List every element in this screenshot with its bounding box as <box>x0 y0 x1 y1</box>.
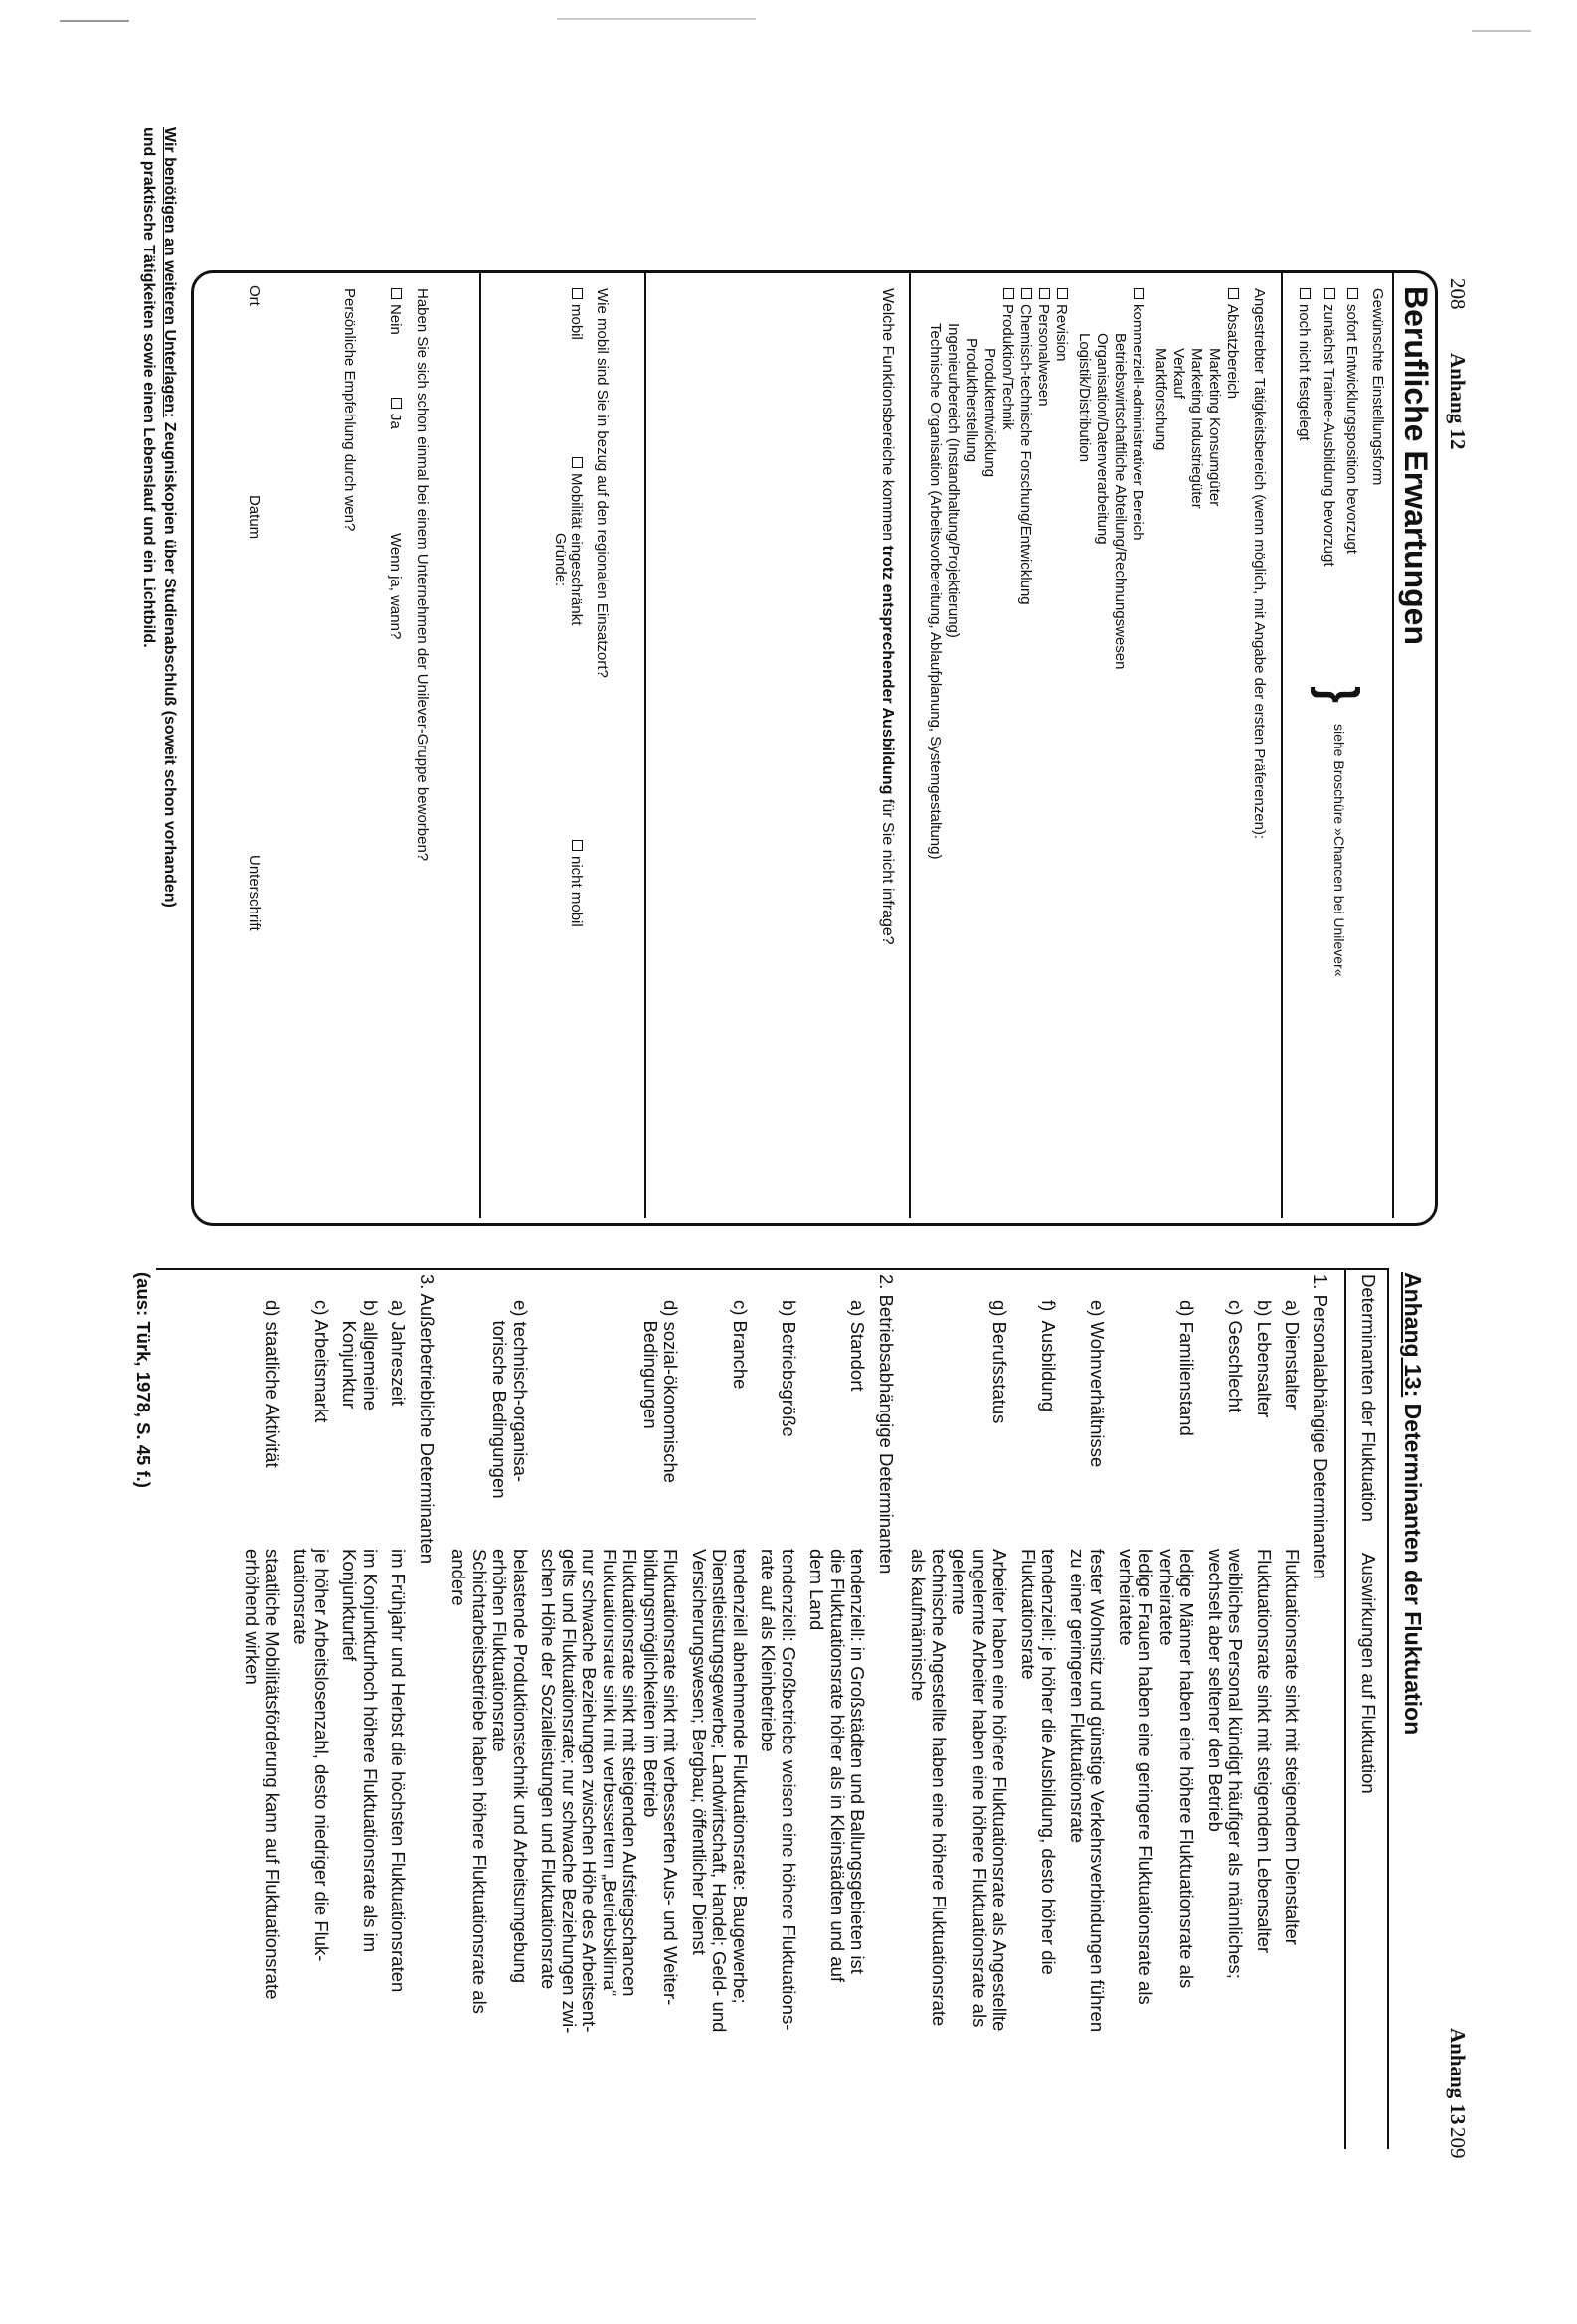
effect-line: belastende Produktionstechnik und Arbeitsumgebung <box>510 1549 531 1984</box>
checkbox[interactable] <box>1228 288 1239 299</box>
determinant-label: c) Geschlecht <box>1225 1300 1247 1413</box>
determinant-label: d) sozial-ökonomische Bedingungen <box>640 1300 682 1484</box>
effect-line: andere <box>448 1549 470 1606</box>
effect-cell <box>290 1549 331 1961</box>
option-sofort[interactable]: sofort Entwicklungsposition bevorzugt <box>1342 288 1360 554</box>
checkbox[interactable] <box>1003 288 1014 299</box>
effect-cell <box>1116 1549 1197 2005</box>
effect-line: gelernte <box>949 1549 970 1615</box>
determinant-label: d) staatliche Aktivität <box>263 1300 283 1468</box>
effect-cell <box>758 1549 798 2030</box>
sub-item: Marktforschung <box>1152 348 1169 451</box>
option-trainee[interactable]: zunächst Trainee-Ausbildung bevorzugt <box>1319 288 1337 567</box>
determinant-label: b) Betriebsgröße <box>779 1300 799 1437</box>
effect-line: Schichtarbeitsbetriebe haben höhere Fluktuationsrate als <box>469 1549 490 2014</box>
page-title: Berufliche Erwartungen <box>1398 286 1434 645</box>
checkbox[interactable] <box>572 288 583 299</box>
referral-label: Persönliche Empfehlung durch wen? <box>341 288 358 532</box>
determinant-label: c) Arbeitsmarkt <box>311 1300 332 1423</box>
effect-line: Konjunkturtief <box>339 1549 361 1662</box>
effect-cell <box>806 1549 868 1982</box>
running-head-right: Anhang 13 <box>1446 2028 1470 2125</box>
determinant-label: e) Wohnverhältnisse <box>1087 1300 1109 1468</box>
effect-line: ledige Männer haben eine höhere Fluktuationsrate als <box>1176 1549 1198 1989</box>
sub-item: Verkauf <box>1170 348 1187 399</box>
checkbox[interactable] <box>572 840 583 851</box>
table-row <box>1282 1274 1303 2149</box>
signature-label: Unterschrift <box>246 855 263 931</box>
divider <box>1392 273 1394 1218</box>
table-row <box>806 1274 868 2149</box>
sub-item: Ingenieurbereich (Instandhaltung/Projektierung) <box>945 323 962 638</box>
effect-line: Fluktuationsrate sinkt mit verbessertem „Betriebsklima“ <box>600 1549 620 1997</box>
checkbox[interactable] <box>1300 288 1311 299</box>
effect-cell <box>388 1549 409 1992</box>
effect-line: verheiratete <box>1116 1549 1137 1646</box>
option-produktion[interactable]: Produktion/Technik <box>998 288 1016 430</box>
effect-line: dem Land <box>806 1549 828 1631</box>
table-row <box>1205 1274 1246 2149</box>
determinant-label: g) Berufsstatus <box>989 1300 1011 1424</box>
effect-cell <box>908 1549 1010 2031</box>
table-row <box>1018 1274 1059 2149</box>
effect-line: tuationsrate <box>290 1549 312 1645</box>
section-heading: 3. Außerbetriebliche Determinanten <box>417 1274 438 1565</box>
taetigkeit-heading: Angestrebter Tätigkeitsbereich (wenn möglich, mit Angabe der ersten Präferenzen): <box>1251 288 1268 840</box>
effect-line: nur schwache Beziehungen zwischen Höhe des Arbeitsent- <box>579 1549 601 2033</box>
date-label: Datum <box>246 495 263 540</box>
effect-cell <box>689 1549 751 2032</box>
sub-item: Produktherstellung <box>964 338 980 463</box>
effect-line: die Fluktuationsrate höher als in Kleinstädten und auf <box>827 1549 848 1983</box>
place-label: Ort <box>246 285 263 306</box>
section-heading: 1. Personalabhängige Determinanten <box>1311 1274 1331 1579</box>
effect-line: Versicherungswesen; Bergbau; öffentlicher Dienst <box>689 1549 710 1955</box>
effect-line: Fluktuationsrate sinkt mit steigenden Aufstiegschancen <box>619 1549 641 1997</box>
brace-note: siehe Broschüre »Chancen bei Unilever« <box>1331 724 1347 977</box>
effect-cell <box>1205 1549 1246 1979</box>
sub-item: Logistik/Distribution <box>1076 333 1093 463</box>
option-nein[interactable]: Nein <box>386 288 404 335</box>
effect-line: erhöhend wirken <box>242 1549 263 1685</box>
table-row <box>538 1274 681 2149</box>
effect-line: rate auf als Kleinbetriebe <box>758 1549 780 1752</box>
effect-line: Fluktuationsrate <box>1018 1549 1039 1680</box>
effect-cell <box>448 1549 530 2014</box>
option-absatz[interactable]: Absatzbereich <box>1223 288 1241 399</box>
effect-line: gelts und Fluktuationsrate; nur schwache Beziehungen zwi- <box>559 1549 580 2034</box>
option-personal[interactable]: Personalwesen <box>1034 288 1052 407</box>
sub-item: Marketing Konsumgüter <box>1206 348 1223 507</box>
divider <box>909 273 911 1218</box>
sub-item: Marketing Industriegüter <box>1188 348 1205 509</box>
sub-item: Organisation/Datenverarbeitung <box>1094 333 1111 545</box>
effect-cell <box>242 1549 282 2000</box>
source-citation: (aus: Türk, 1978, S. 45 f.) <box>133 1272 154 1488</box>
effect-line: Fluktuationsrate sinkt mit verbesserten Aus- und Weiter- <box>660 1549 682 2006</box>
option-offen[interactable]: noch nicht festgelegt <box>1295 288 1313 441</box>
effect-line: fester Wohnsitz und günstige Verkehrsverbindungen führen <box>1087 1549 1109 2033</box>
effect-cell <box>1067 1549 1108 2032</box>
footer-note: Wir benötigen an weiteren Unterlagen: Zeugniskopien über Studienabschluß (soweit schon vorhanden) und praktische Tätigkeiten sowie einen Lebenslauf und ein Lichtbild. <box>140 127 178 908</box>
table-row <box>1254 1274 1275 2149</box>
checkbox[interactable] <box>1324 288 1335 299</box>
effect-line: ledige Frauen haben eine geringere Fluktuationsrate als <box>1136 1549 1157 2005</box>
option-nicht-mobil[interactable]: nicht mobil <box>567 840 585 927</box>
divider <box>479 273 481 1218</box>
funktion-question: Welche Funktionsbereiche kommen trotz entsprechender Ausbildung für Sie nicht infrage? <box>879 288 896 945</box>
sub-item: Produktentwicklung <box>981 348 998 478</box>
checkbox[interactable] <box>572 457 583 468</box>
mobility-question: Wie mobil sind Sie in bezug auf den regionalen Einsatzort? <box>594 288 611 678</box>
effect-line: tendenziell: Großbetriebe weisen eine höhere Fluktuations- <box>779 1549 799 2031</box>
table-row <box>758 1274 798 2149</box>
determinant-label: e) technisch-organisa- torische Bedingungen <box>489 1300 531 1499</box>
determinants-table <box>242 1274 1342 2149</box>
running-head-left: Anhang 12 <box>1446 353 1470 450</box>
table-row <box>339 1274 380 2149</box>
effect-line: verheiratete <box>1156 1549 1177 1646</box>
brace-icon: } <box>1310 686 1369 703</box>
table-row <box>689 1274 751 2149</box>
effect-line: erhöhen Fluktuationsrate <box>489 1549 511 1752</box>
table-row <box>1116 1274 1197 2149</box>
effect-cell <box>1254 1549 1275 1953</box>
table-row <box>242 1274 282 2149</box>
reasons-label: Gründe: <box>552 533 569 587</box>
effect-line: wechselt aber seltener den Betrieb <box>1205 1549 1226 1832</box>
effect-line: tendenziell abnehmende Fluktuationsrate: Baugewerbe; <box>730 1549 751 2004</box>
determinant-label: a) Standort <box>847 1300 869 1392</box>
effect-cell <box>1018 1549 1059 1975</box>
determinant-label: b) allgemeine Konjunktur <box>339 1300 381 1411</box>
determinant-label: c) Branche <box>730 1300 751 1390</box>
checkbox[interactable] <box>1039 288 1050 299</box>
page-number-left: 208 <box>1446 278 1470 310</box>
determinant-label: b) Lebensalter <box>1254 1300 1275 1418</box>
option-eingeschraenkt[interactable]: Mobilität eingeschränkt <box>567 457 585 625</box>
effect-line: tendenziell: in Großstädten und Ballungsgebieten ist <box>847 1549 869 1974</box>
divider <box>644 273 646 1218</box>
table-left-rule <box>156 1268 1389 1270</box>
determinant-label: d) Familienstand <box>1176 1300 1198 1436</box>
application-question: Haben Sie sich schon einmal bei einem Unternehmen der Unilever-Gruppe beworben? <box>414 288 431 862</box>
effect-line: Dienstleistungsgewerbe; Landwirtschaft, Handel; Geld- und <box>709 1549 731 2033</box>
table-row <box>290 1274 331 2149</box>
page-number-right: 209 <box>1446 2127 1470 2159</box>
checkbox[interactable] <box>1057 288 1068 299</box>
section-heading: 2. Betriebsabhängige Determinanten <box>876 1274 897 1575</box>
effect-cell <box>339 1549 380 1952</box>
sub-item: Technische Organisation (Arbeitsvorbereitung, Ablaufplanung, Systemgestaltung) <box>927 323 944 860</box>
option-revision[interactable]: Revision <box>1052 288 1070 362</box>
effect-line: bildungsmöglichkeiten im Betrieb <box>640 1549 661 1818</box>
determinant-label: a) Dienstalter <box>1282 1300 1304 1411</box>
effect-line: Fluktuationsrate sinkt mit steigendem Dienstalter <box>1282 1549 1304 1945</box>
effect-line: zu einer geringeren Fluktuationsrate <box>1067 1549 1088 1844</box>
table-header-rule <box>1344 1268 1346 2149</box>
table-row <box>908 1274 1010 2149</box>
effect-line: im Konjunkturhoch höhere Fluktuationsrate als im <box>360 1549 381 1953</box>
when-label: Wenn ja, wann? <box>387 533 404 640</box>
option-mobil[interactable]: mobil <box>567 288 585 340</box>
divider <box>1281 273 1283 1218</box>
table-top-rule <box>1387 1268 1389 2149</box>
sub-item: Betriebswirtschaftliche Abteilung/Rechnungswesen <box>1112 333 1129 670</box>
checkbox[interactable] <box>1021 288 1032 299</box>
checkbox[interactable] <box>1134 288 1144 299</box>
effect-cell <box>538 1549 681 2033</box>
determinant-label: f) Ausbildung <box>1038 1300 1060 1412</box>
option-kommerziell[interactable]: kommerziell-administrativer Bereich <box>1129 288 1146 541</box>
effect-line: im Frühjahr und Herbst die höchsten Fluktuationsraten <box>388 1549 410 1993</box>
option-ja[interactable]: Ja <box>386 398 404 429</box>
table-row <box>448 1274 530 2149</box>
funktion-answer-area[interactable] <box>660 288 869 1203</box>
table-row <box>1067 1274 1108 2149</box>
effect-line: weibliches Personal kündigt häufiger als männliches; <box>1225 1549 1247 1979</box>
appendix-title: Anhang 13: Determinanten der Fluktuation <box>1400 1272 1426 1736</box>
checkbox[interactable] <box>391 288 402 299</box>
determinant-label: a) Jahreszeit <box>388 1300 410 1406</box>
effect-line: Arbeiter haben eine höhere Fluktuationsrate als Angestellte <box>989 1549 1011 2032</box>
einstellung-heading: Gewünschte Einstellungsform <box>1369 288 1386 486</box>
effect-line: Fluktuationsrate sinkt mit steigendem Lebensalter <box>1254 1549 1275 1954</box>
option-forschung[interactable]: Chemisch-technische Forschung/Entwicklung <box>1016 288 1034 605</box>
effect-cell <box>1282 1549 1303 1945</box>
effect-line: je höher Arbeitslosenzahl, desto niedriger die Fluk- <box>311 1549 332 1962</box>
effect-line: tendenziell: je höher die Ausbildung, desto höher die <box>1038 1549 1060 1975</box>
col-header-determinants: Determinanten der Fluktuation <box>1358 1274 1379 1522</box>
table-row <box>388 1274 409 2149</box>
effect-line: schen Höhe der Sozialleistungen und Fluktuationsrate <box>538 1549 560 1990</box>
checkbox[interactable] <box>1347 288 1358 299</box>
effect-line: technische Angestellte haben eine höhere Fluktuationsrate <box>929 1549 950 2027</box>
effect-line: staatliche Mobilitätsförderung kann auf Fluktuationsrate <box>263 1549 283 2000</box>
effect-line: als kaufmännische <box>908 1549 930 1702</box>
col-header-effects: Auswirkungen auf Fluktuation <box>1358 1553 1379 1794</box>
checkbox[interactable] <box>391 398 402 409</box>
effect-line: ungelernte Arbeiter haben eine höhere Fluktuationsrate als <box>969 1549 990 2028</box>
